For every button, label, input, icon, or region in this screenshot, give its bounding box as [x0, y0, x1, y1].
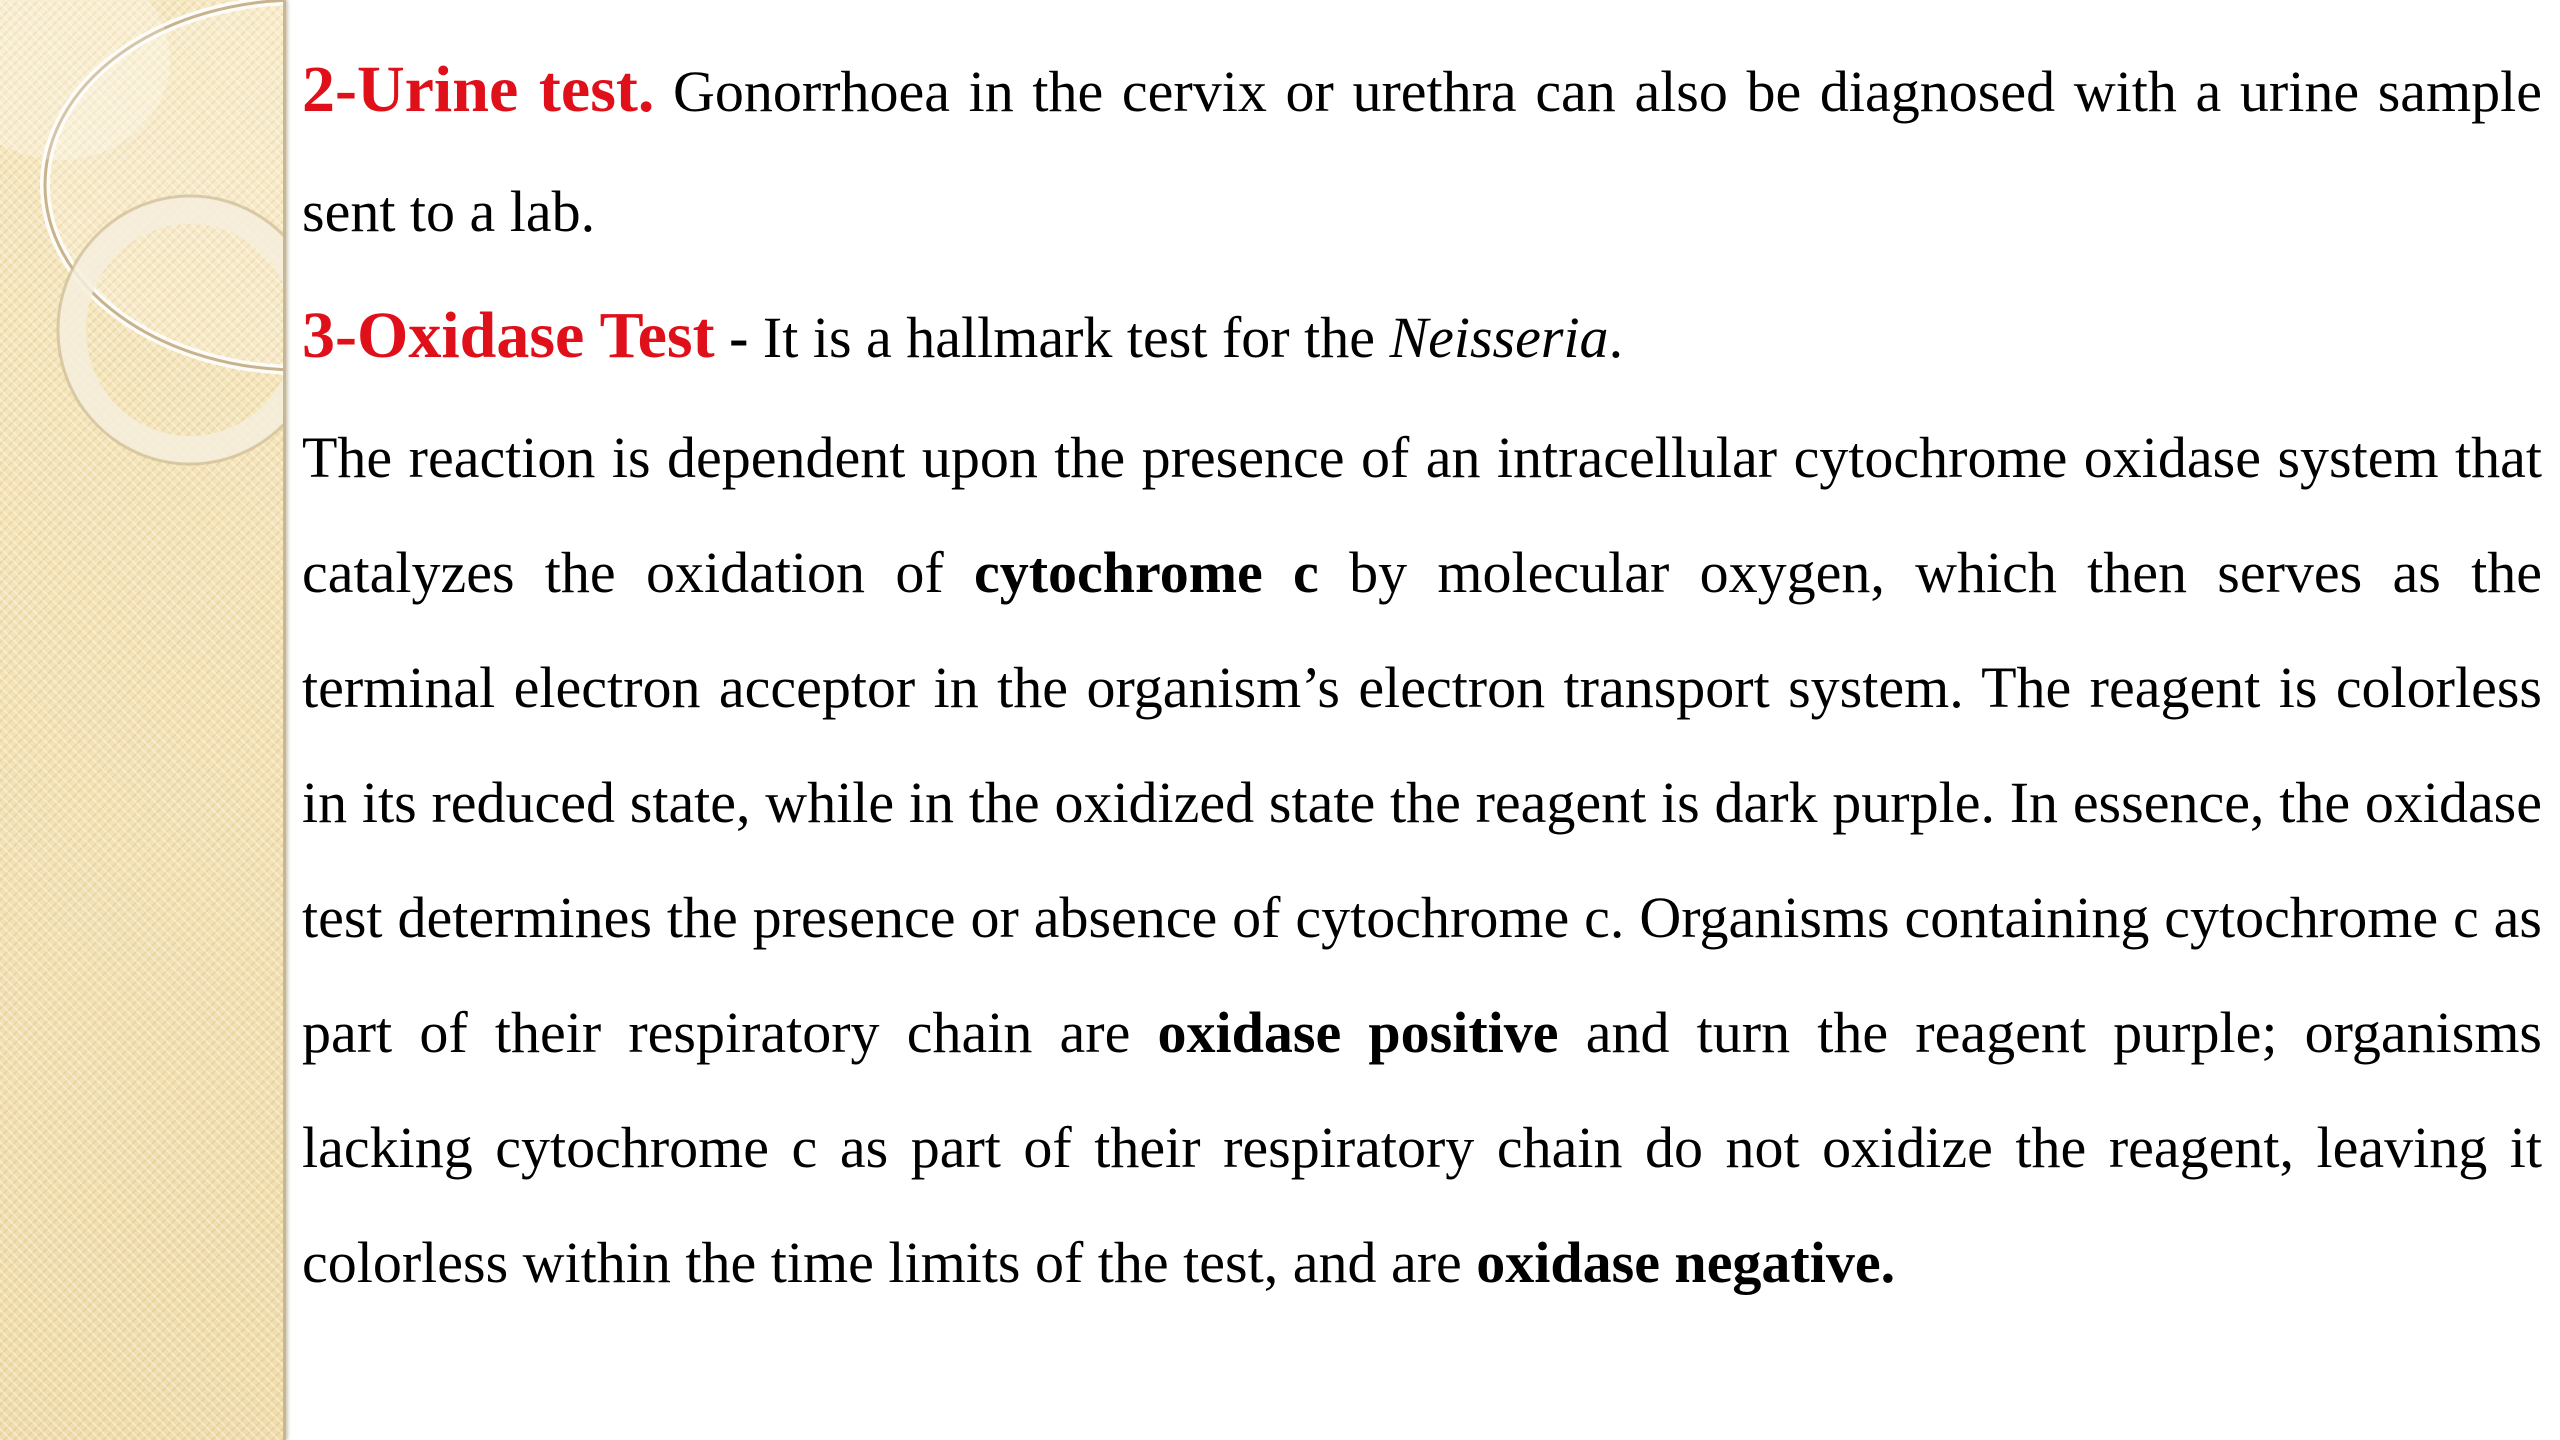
urine-test-text: Gonorrhoea in the cervix or urethra can also be diagnosed with a urine sample sent to a lab. [302, 59, 2542, 244]
slide-content [302, 30, 2542, 1320]
reaction-text-1: The reaction is dependent upon the presence of an intracellular cytochrome oxidase system that catalyzes the oxidation of [302, 425, 2542, 605]
oxidase-negative-term: oxidase negative. [1476, 1230, 1896, 1295]
oxidase-test-heading: 3-Oxidase Test [302, 299, 715, 372]
urine-test-heading: 2-Urine test. [302, 53, 655, 126]
oxidase-period: . [1608, 305, 1624, 370]
oxidase-test-paragraph [302, 276, 2542, 398]
oxidase-intro-text: It is a hallmark test for the [762, 305, 1390, 370]
cytochrome-c-term: cytochrome c [973, 540, 1319, 605]
reaction-text-2: by molecular oxygen, which then serves as the terminal electron acceptor in the organism’s electron transport system. The reagent is colorless in its reduced state, while in the oxidized state the reagent is dark purple. In essence, the oxidase test determines the presence or absence of cytochrome c. Organisms containing cytochrome c as part of their respiratory chain are [302, 540, 2542, 1065]
decorative-side-panel [0, 0, 286, 1440]
oxidase-dash: - [714, 305, 763, 370]
urine-test-paragraph [302, 30, 2542, 272]
reaction-text-3: and turn the reagent purple; organisms lacking cytochrome c as part of their respiratory chain do not oxidize the reagent, leaving it colorless within the time limits of the test, and are [302, 1000, 2543, 1295]
reaction-paragraph [302, 400, 2542, 1320]
neisseria-genus: Neisseria [1389, 305, 1609, 370]
decorative-rings-icon [0, 0, 283, 520]
oxidase-positive-term: oxidase positive [1157, 1000, 1559, 1065]
